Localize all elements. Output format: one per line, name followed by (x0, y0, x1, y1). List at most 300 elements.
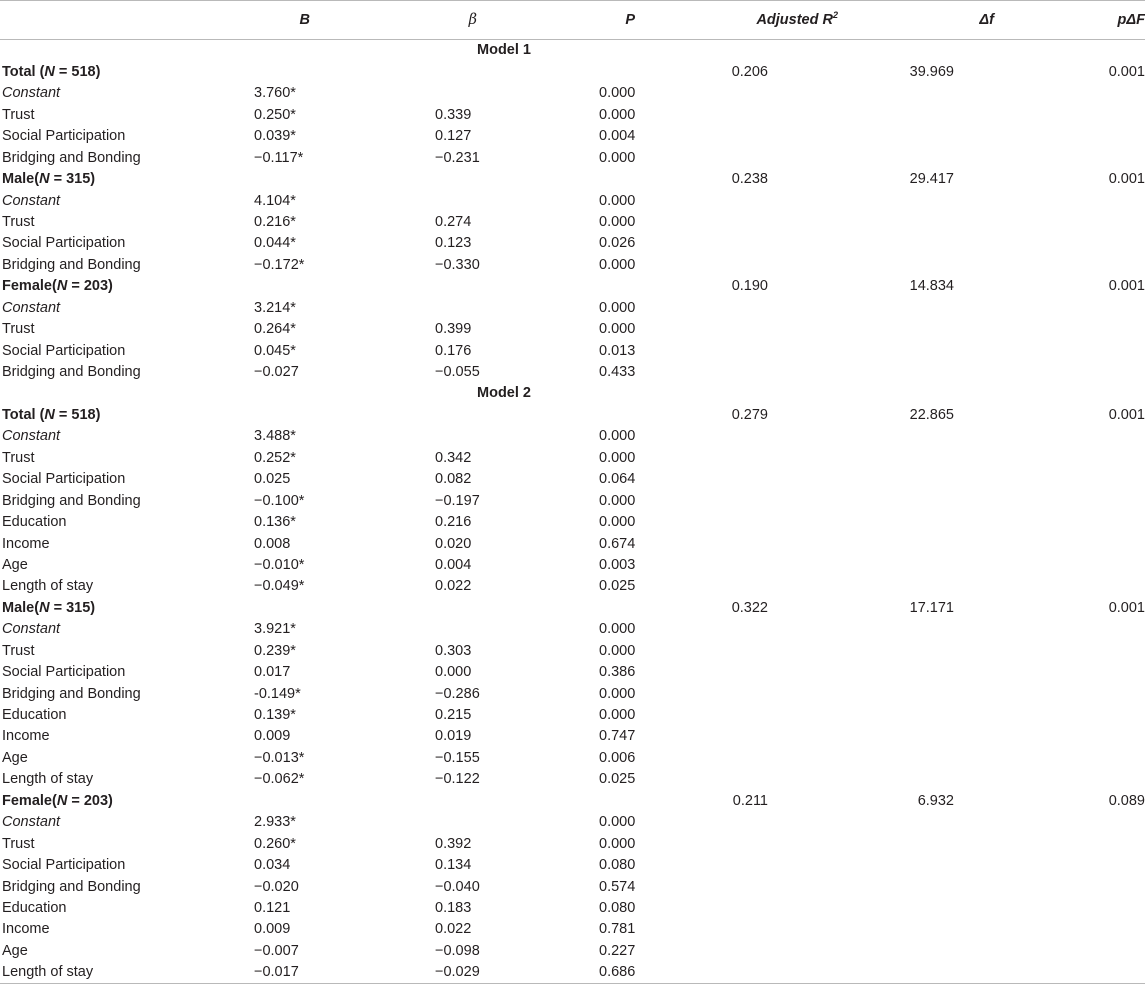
group-label-n-symbol: N (44, 63, 55, 80)
table-row (0, 340, 1145, 361)
b-value: 0.260* (254, 835, 296, 852)
table-row (0, 83, 1145, 104)
p-value: 0.747 (599, 728, 636, 745)
b-value: −0.117* (254, 149, 304, 166)
group-b-empty (170, 169, 310, 190)
variable-label: Constant (2, 428, 61, 445)
row-df-empty (838, 962, 994, 984)
row-pdf-empty (994, 576, 1145, 597)
row-pdf-empty (994, 533, 1145, 554)
table-row (0, 426, 1145, 447)
group-label (0, 597, 170, 618)
row-pdf-empty (994, 319, 1145, 340)
b-value: 0.034 (254, 857, 291, 874)
group-label-n-value: = 315) (49, 599, 96, 616)
table-row (0, 640, 1145, 661)
table-row (0, 212, 1145, 233)
p-value: 0.000 (599, 492, 636, 509)
beta-value (310, 426, 477, 447)
b-value: 0.252* (254, 449, 296, 466)
group-label-label: Male( (2, 599, 40, 616)
b-value: −0.020 (254, 878, 299, 895)
p-value: 0.000 (599, 299, 636, 316)
beta-value: −0.330 (435, 256, 480, 273)
variable-label: Constant (2, 621, 61, 638)
row-df-empty (838, 362, 994, 383)
row-df-empty (838, 212, 994, 233)
group-beta-empty (310, 404, 477, 425)
beta-value (310, 619, 477, 640)
table-row (0, 469, 1145, 490)
row-r2-empty (635, 919, 838, 940)
p-value: 0.000 (599, 85, 636, 102)
b-value: −0.062* (254, 771, 305, 788)
variable-label: Trust (2, 449, 35, 466)
table-row (0, 190, 1145, 211)
row-df-empty (838, 469, 994, 490)
beta-value: 0.000 (435, 664, 472, 681)
row-df-empty (838, 426, 994, 447)
row-pdf-empty (994, 555, 1145, 576)
adjusted-r2-value: 0.279 (731, 406, 768, 423)
table-body (0, 40, 1145, 984)
variable-label: Income (2, 921, 50, 938)
group-b-empty (170, 61, 310, 82)
variable-label: Social Participation (2, 471, 126, 488)
row-df-empty (838, 855, 994, 876)
variable-label: Age (2, 749, 28, 766)
beta-value (310, 190, 477, 211)
table-row (0, 254, 1145, 275)
adjusted-r2-value: 0.238 (731, 171, 768, 188)
row-r2-empty (635, 319, 838, 340)
row-pdf-empty (994, 640, 1145, 661)
row-r2-empty (635, 104, 838, 125)
row-pdf-empty (994, 362, 1145, 383)
delta-f-value: 14.834 (909, 278, 954, 295)
group-b-empty (170, 276, 310, 297)
model-heading-spacer (635, 383, 1145, 404)
row-pdf-empty (994, 876, 1145, 897)
p-value: 0.003 (599, 556, 636, 573)
row-pdf-empty (994, 940, 1145, 961)
row-r2-empty (635, 769, 838, 790)
variable-label: Constant (2, 85, 61, 102)
header-adjusted-r2-superscript: 2 (832, 10, 838, 21)
row-pdf-empty (994, 490, 1145, 511)
table-row (0, 297, 1145, 318)
b-value: −0.010* (254, 556, 305, 573)
variable-label: Bridging and Bonding (2, 149, 141, 166)
row-df-empty (838, 555, 994, 576)
header-p: P (477, 1, 635, 40)
table-row (0, 447, 1145, 468)
row-r2-empty (635, 233, 838, 254)
variable-label: Constant (2, 814, 61, 831)
variable-label: Bridging and Bonding (2, 364, 141, 381)
row-pdf-empty (994, 512, 1145, 533)
row-df-empty (838, 447, 994, 468)
row-r2-empty (635, 447, 838, 468)
beta-value: −0.197 (435, 492, 480, 509)
variable-label: Age (2, 556, 28, 573)
b-value: -0.149* (254, 685, 301, 702)
table-row (0, 662, 1145, 683)
table-row (0, 898, 1145, 919)
b-value: −0.172* (254, 256, 305, 273)
row-df-empty (838, 833, 994, 854)
group-label-n-value: = 315) (49, 171, 96, 188)
variable-label: Social Participation (2, 128, 126, 145)
group-label-label: Female( (2, 278, 57, 295)
beta-value: −0.029 (310, 962, 477, 984)
group-label-n-value: = 518) (54, 63, 101, 80)
table-row (0, 833, 1145, 854)
row-pdf-empty (994, 426, 1145, 447)
row-pdf-empty (994, 447, 1145, 468)
row-df-empty (838, 769, 994, 790)
p-value: 0.781 (599, 921, 636, 938)
beta-value: 0.176 (435, 342, 472, 359)
row-pdf-empty (994, 683, 1145, 704)
p-value: 0.000 (599, 321, 636, 338)
row-pdf-empty (994, 662, 1145, 683)
row-pdf-empty (994, 898, 1145, 919)
variable-label: Social Participation (2, 342, 126, 359)
row-r2-empty (635, 297, 838, 318)
group-label-n-symbol: N (39, 599, 50, 616)
table-row (0, 233, 1145, 254)
group-label-label: Female( (2, 792, 57, 809)
table-row (0, 769, 1145, 790)
header-p-delta-f: pΔF (994, 1, 1145, 40)
row-r2-empty (635, 190, 838, 211)
row-pdf-empty (994, 190, 1145, 211)
row-df-empty (838, 919, 994, 940)
p-value: 0.686 (477, 962, 635, 984)
beta-value: 0.004 (435, 556, 472, 573)
p-value: 0.080 (599, 857, 636, 874)
group-label-n-value: = 203) (67, 278, 113, 295)
group-row (0, 276, 1145, 297)
row-pdf-empty (994, 619, 1145, 640)
beta-value: 0.183 (435, 899, 472, 916)
beta-value (310, 812, 477, 833)
p-value: 0.000 (599, 835, 636, 852)
row-r2-empty (635, 726, 838, 747)
row-r2-empty (635, 533, 838, 554)
row-df-empty (838, 490, 994, 511)
group-label (0, 169, 170, 190)
beta-value: −0.286 (435, 685, 480, 702)
table-row (0, 319, 1145, 340)
b-value: 0.044* (254, 235, 296, 252)
row-pdf-empty (994, 297, 1145, 318)
row-df-empty (838, 104, 994, 125)
group-row (0, 790, 1145, 811)
header-adjusted-r2-text: Adjusted R (756, 12, 833, 28)
row-r2-empty (635, 576, 838, 597)
p-value: 0.004 (599, 128, 636, 145)
row-r2-empty (635, 876, 838, 897)
p-value: 0.000 (599, 642, 636, 659)
group-label (0, 276, 170, 297)
group-row (0, 404, 1145, 425)
p-delta-f-value: 0.001 (1108, 171, 1145, 188)
b-value: 0.239* (254, 642, 296, 659)
row-df-empty (838, 83, 994, 104)
row-r2-empty (635, 147, 838, 168)
variable-label: Constant (2, 299, 61, 316)
beta-value: 0.399 (435, 321, 472, 338)
b-value: 0.264* (254, 321, 296, 338)
row-df-empty (838, 297, 994, 318)
variable-label: Income (2, 535, 50, 552)
delta-f-value: 6.932 (917, 792, 954, 809)
row-r2-empty (635, 683, 838, 704)
row-r2-empty (635, 833, 838, 854)
p-value: 0.000 (599, 428, 636, 445)
beta-value (310, 297, 477, 318)
row-pdf-empty (994, 233, 1145, 254)
row-df-empty (838, 512, 994, 533)
row-pdf-empty (994, 919, 1145, 940)
group-label-label: Male( (2, 171, 40, 188)
row-r2-empty (635, 940, 838, 961)
row-pdf-empty (994, 812, 1145, 833)
variable-label: Education (2, 899, 67, 916)
group-label (0, 790, 170, 811)
row-r2-empty (635, 962, 838, 984)
p-value: 0.000 (599, 149, 636, 166)
variable-label: Bridging and Bonding (2, 492, 141, 509)
beta-value: 0.127 (435, 128, 472, 145)
row-r2-empty (635, 619, 838, 640)
row-r2-empty (635, 362, 838, 383)
b-value: −0.017 (170, 962, 310, 984)
group-p-empty (477, 790, 635, 811)
model-heading-spacer (635, 40, 1145, 62)
b-value: 0.039* (254, 128, 296, 145)
p-value: 0.227 (599, 942, 636, 959)
row-pdf-empty (994, 833, 1145, 854)
b-value: 0.139* (254, 707, 296, 724)
b-value: 0.121 (254, 899, 291, 916)
row-pdf-empty (994, 104, 1145, 125)
b-value: 3.760* (254, 85, 296, 102)
beta-value: −0.231 (435, 149, 480, 166)
row-df-empty (838, 898, 994, 919)
variable-label: Education (2, 707, 67, 724)
variable-label: Trust (2, 213, 35, 230)
row-df-empty (838, 683, 994, 704)
variable-label: Education (2, 514, 67, 531)
b-value: 0.136* (254, 514, 296, 531)
table-row (0, 747, 1145, 768)
row-pdf-empty (994, 254, 1145, 275)
table-row (0, 683, 1145, 704)
adjusted-r2-value: 0.211 (732, 792, 768, 809)
variable-label: Bridging and Bonding (2, 685, 141, 702)
adjusted-r2-value: 0.190 (731, 278, 768, 295)
row-df-empty (838, 812, 994, 833)
row-df-empty (838, 726, 994, 747)
table-row (0, 490, 1145, 511)
p-value: 0.000 (599, 621, 636, 638)
b-value: 0.025 (254, 471, 291, 488)
delta-f-value: 17.171 (909, 599, 954, 616)
delta-f-value: 22.865 (909, 406, 954, 423)
beta-value: −0.055 (435, 364, 480, 381)
table-row (0, 576, 1145, 597)
row-r2-empty (635, 340, 838, 361)
header-delta-f: Δf (838, 1, 994, 40)
p-value: 0.386 (599, 664, 636, 681)
p-delta-f-value: 0.001 (1108, 406, 1145, 423)
beta-value: 0.134 (435, 857, 472, 874)
group-label-n-symbol: N (56, 278, 68, 295)
group-label (0, 61, 170, 82)
beta-value: 0.392 (435, 835, 472, 852)
row-r2-empty (635, 705, 838, 726)
p-value: 0.000 (599, 106, 636, 123)
row-r2-empty (635, 83, 838, 104)
row-pdf-empty (994, 469, 1145, 490)
group-label-label: Total ( (2, 406, 45, 423)
variable-label: Trust (2, 106, 35, 123)
beta-value: 0.022 (435, 921, 472, 938)
b-value: −0.007 (254, 942, 299, 959)
beta-value: −0.040 (435, 878, 480, 895)
row-pdf-empty (994, 962, 1145, 984)
b-value: 3.921* (254, 621, 296, 638)
beta-value: −0.122 (435, 771, 480, 788)
row-pdf-empty (994, 83, 1145, 104)
row-r2-empty (635, 662, 838, 683)
row-df-empty (838, 640, 994, 661)
p-value: 0.006 (599, 749, 636, 766)
row-pdf-empty (994, 747, 1145, 768)
p-value: 0.025 (599, 578, 636, 595)
row-pdf-empty (994, 855, 1145, 876)
row-pdf-empty (994, 340, 1145, 361)
b-value: 0.009 (254, 921, 291, 938)
b-value: 3.488* (254, 428, 296, 445)
p-value: 0.000 (599, 514, 636, 531)
row-df-empty (838, 233, 994, 254)
table-row (0, 705, 1145, 726)
b-value: −0.100* (254, 492, 305, 509)
row-pdf-empty (994, 147, 1145, 168)
p-value: 0.674 (599, 535, 636, 552)
row-pdf-empty (994, 726, 1145, 747)
row-r2-empty (635, 555, 838, 576)
beta-value: 0.303 (435, 642, 472, 659)
group-label-n-symbol: N (56, 792, 68, 809)
beta-value: −0.155 (435, 749, 480, 766)
variable-label: Bridging and Bonding (2, 878, 141, 895)
row-df-empty (838, 876, 994, 897)
row-df-empty (838, 254, 994, 275)
variable-label: Age (2, 942, 28, 959)
beta-value (310, 83, 477, 104)
group-b-empty (170, 404, 310, 425)
row-r2-empty (635, 812, 838, 833)
b-value: 2.933* (254, 814, 296, 831)
variable-label: Constant (2, 192, 61, 209)
variable-label: Length of stay (2, 578, 94, 595)
delta-f-value: 29.417 (909, 171, 954, 188)
table-row (0, 812, 1145, 833)
group-beta-empty (310, 790, 477, 811)
beta-value: −0.098 (435, 942, 480, 959)
group-label-n-symbol: N (44, 406, 55, 423)
row-df-empty (838, 533, 994, 554)
table-row (0, 147, 1145, 168)
beta-value: 0.123 (435, 235, 472, 252)
beta-value: 0.342 (435, 449, 472, 466)
table-row (0, 619, 1145, 640)
adjusted-r2-value: 0.322 (731, 599, 768, 616)
p-value: 0.000 (599, 449, 636, 466)
row-r2-empty (635, 640, 838, 661)
b-value: 0.008 (254, 535, 291, 552)
table-row (0, 555, 1145, 576)
adjusted-r2-value: 0.206 (731, 63, 768, 80)
beta-value: 0.019 (435, 728, 472, 745)
table-row (0, 726, 1145, 747)
b-value: 3.214* (254, 299, 296, 316)
row-r2-empty (635, 426, 838, 447)
row-df-empty (838, 340, 994, 361)
row-df-empty (838, 576, 994, 597)
group-row (0, 597, 1145, 618)
group-p-empty (477, 597, 635, 618)
p-value: 0.064 (599, 471, 636, 488)
beta-value: 0.020 (435, 535, 472, 552)
row-df-empty (838, 147, 994, 168)
p-value: 0.025 (599, 771, 636, 788)
table-row (0, 104, 1145, 125)
variable-label: Length of stay (2, 771, 94, 788)
group-label-label: Total ( (2, 63, 45, 80)
p-value: 0.000 (599, 256, 636, 273)
row-df-empty (838, 619, 994, 640)
group-beta-empty (310, 276, 477, 297)
model-title: Model 2 (477, 385, 531, 402)
table-row (0, 126, 1145, 147)
b-value: 0.017 (254, 664, 291, 681)
table-row (0, 876, 1145, 897)
group-label (0, 404, 170, 425)
group-label-n-value: = 518) (54, 406, 101, 423)
table-row (0, 362, 1145, 383)
header-adjusted-r2 (635, 1, 838, 40)
variable-label: Trust (2, 835, 35, 852)
group-p-empty (477, 169, 635, 190)
header-beta: β (310, 1, 477, 40)
p-delta-f-value: 0.001 (1108, 278, 1145, 295)
row-r2-empty (635, 898, 838, 919)
group-beta-empty (310, 61, 477, 82)
table-row (0, 533, 1145, 554)
variable-label: Trust (2, 321, 35, 338)
row-r2-empty (635, 212, 838, 233)
variable-label: Social Participation (2, 857, 126, 874)
p-value: 0.000 (599, 213, 636, 230)
table-row (0, 940, 1145, 961)
b-value: 4.104* (254, 192, 296, 209)
